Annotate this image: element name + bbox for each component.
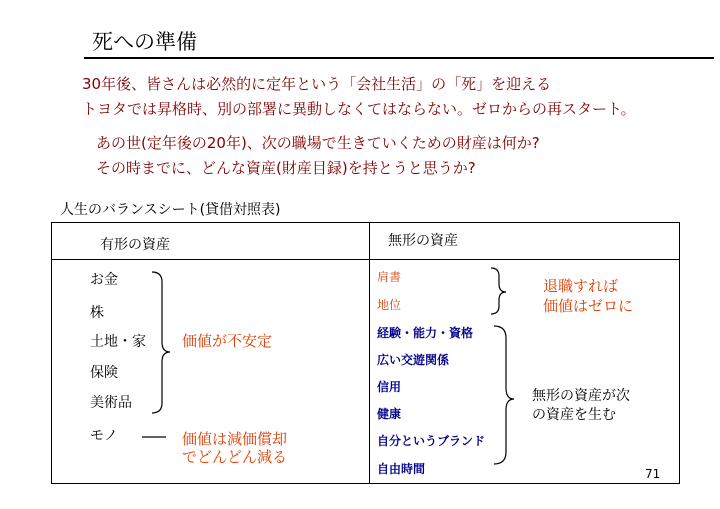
note-growth-line-1: 無形の資産が次 (532, 388, 630, 404)
tangible-item-real-estate: 土地・家 (90, 334, 146, 350)
intangible-item-health: 健康 (377, 407, 402, 421)
intangible-item-position: 地位 (377, 298, 402, 312)
intangible-item-network: 広い交遊関係 (377, 353, 450, 367)
note-value-unstable: 価値が不安定 (182, 332, 273, 350)
brace-growth-icon (494, 326, 514, 464)
balance-sheet-caption: 人生のバランスシート(貸借対照表) (60, 202, 281, 218)
intangible-item-trust: 信用 (377, 380, 402, 394)
tangible-item-goods: モノ (90, 428, 118, 444)
intangible-item-experience: 経験・能力・資格 (377, 326, 474, 340)
brace-tangible-icon (152, 272, 170, 413)
intangible-assets-header: 無形の資産 (388, 233, 458, 249)
note-zero-line-2: 価値はゼロに (543, 297, 634, 315)
tangible-item-art: 美術品 (90, 395, 132, 411)
question-2: その時までに、どんな資産(財産目録)を持とうと思うか? (96, 159, 476, 177)
note-zero-line-1: 退職すれば (543, 277, 619, 295)
slide-title: 死への準備 (92, 30, 197, 54)
intangible-item-personal-brand: 自分というブランド (377, 434, 486, 448)
intro-line-2: トヨタでは昇格時、別の部署に異動しなくてはならない。ゼロからの再スタート。 (82, 100, 636, 118)
tangible-assets-header: 有形の資産 (100, 237, 170, 253)
brace-zero-value-icon (491, 268, 506, 314)
question-1: あの世(定年後の20年)、次の職場で生きていくための財産は何か? (96, 134, 540, 152)
tangible-item-insurance: 保険 (90, 365, 118, 381)
note-growth-line-2: の資産を生む (532, 407, 616, 423)
note-depreciation-line-1: 価値は減価償却 (182, 430, 288, 448)
intangible-item-title: 肩書 (377, 270, 402, 284)
tangible-item-money: お金 (90, 272, 118, 288)
intangible-item-free-time: 自由時間 (377, 462, 426, 476)
tangible-item-stocks: 株 (90, 305, 104, 321)
intro-line-1: 30年後、皆さんは必然的に定年という「会社生活」の「死」を迎える (82, 75, 552, 93)
page-number: 71 (645, 467, 661, 481)
note-depreciation-line-2: でどんどん減る (182, 448, 288, 466)
